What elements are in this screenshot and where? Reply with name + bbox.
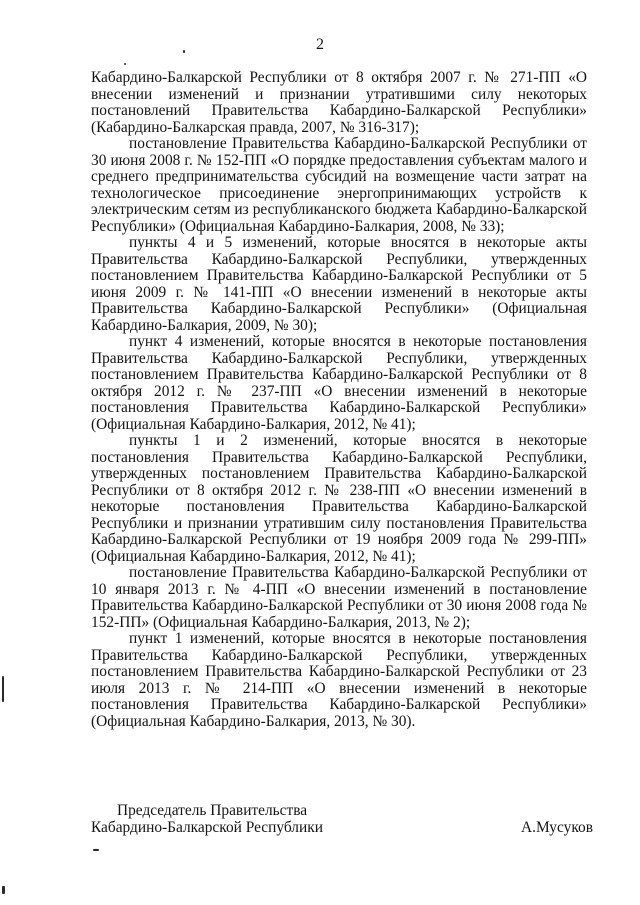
signatory-name: А.Мусуков <box>521 819 593 836</box>
paragraph: постановление Правительства Кабардино-Балкарской Республики от 30 июня 2008 г. № 152-ПП «О порядке предоставления субъектам малого и среднего предпринимательства субсидий на возмещение части затрат на технологическое присоединение энергопринимающих устройств к электрическим сетям из республиканского бюджета Кабардино-Балкарской Республики» (Официальная Кабардино-Балкария, 2008, № 33); <box>91 135 587 235</box>
scan-speck <box>2 676 4 702</box>
paragraph: пункты 1 и 2 изменений, которые вносятся в некоторые постановления Правительства Кабардино-Балкарской Республики, утвержденных постановлением Правительства Кабардино-Балкарской Республики от 8 октября 2012 г. № 238-ПП «О внесении изменений в некоторые постановления Правительства Кабардино-Балкарской Республики и признании утратившим силу постановления Правительства Кабардино-Балкарской Республики от 19 ноября 2009 года № 299-ПП» (Официальная Кабардино-Балкария, 2012, № 41); <box>91 432 587 565</box>
document-body <box>91 70 587 730</box>
paragraph: постановление Правительства Кабардино-Балкарской Республики от 10 января 2013 г. № 4-ПП «О внесении изменений в постановление Правительства Кабардино-Балкарской Республики от 30 июня 2008 года № 152-ПП» (Официальная Кабардино-Балкария, 2013, № 2); <box>91 564 587 631</box>
paragraph: пункт 1 изменений, которые вносятся в некоторые постановления Правительства Кабардино-Балкарской Республики, утвержденных постановлением Правительства Кабардино-Балкарской Республики от 23 июля 2013 г. № 214-ПП «О внесении изменений в некоторые постановления Правительства Кабардино-Балкарской Республики» (Официальная Кабардино-Балкария, 2013, № 30). <box>91 630 587 730</box>
paragraph: пункты 4 и 5 изменений, которые вносятся в некоторые акты Правительства Кабардино-Балкарской Республики, утвержденных постановлением Правительства Кабардино-Балкарской Республики от 5 июня 2009 г. № 141-ПП «О внесении изменений в некоторые акты Правительства Кабардино-Балкарской Республики» (Официальная Кабардино-Балкария, 2009, № 30); <box>91 234 587 334</box>
paragraph-continuation: Кабардино-Балкарской Республики от 8 октября 2007 г. № 271-ПП «О внесении изменений и признании утратившими силу некоторых постановлений Правительства Кабардино-Балкарской Республики» (Кабардино-Балкарская правда, 2007, № 316-317); <box>91 69 587 136</box>
signature-block <box>91 802 593 836</box>
page-number: 2 <box>316 36 324 53</box>
scan-speck <box>93 849 99 851</box>
paragraph: пункт 4 изменений, которые вносятся в некоторые постановления Правительства Кабардино-Балкарской Республики, утвержденных постановлением Правительства Кабардино-Балкарской Республики от 8 октября 2012 г. № 237-ПП «О внесении изменений в некоторые постановления Правительства Кабардино-Балкарской Республики» (Официальная Кабардино-Балкария, 2012, № 41); <box>91 333 587 433</box>
scan-speck <box>2 886 5 894</box>
scan-speck <box>124 63 126 65</box>
scan-speck <box>183 50 185 53</box>
signatory-title-line1: Председатель Правительства <box>117 802 308 819</box>
signatory-title-line2: Кабардино-Балкарской Республики <box>91 819 323 836</box>
